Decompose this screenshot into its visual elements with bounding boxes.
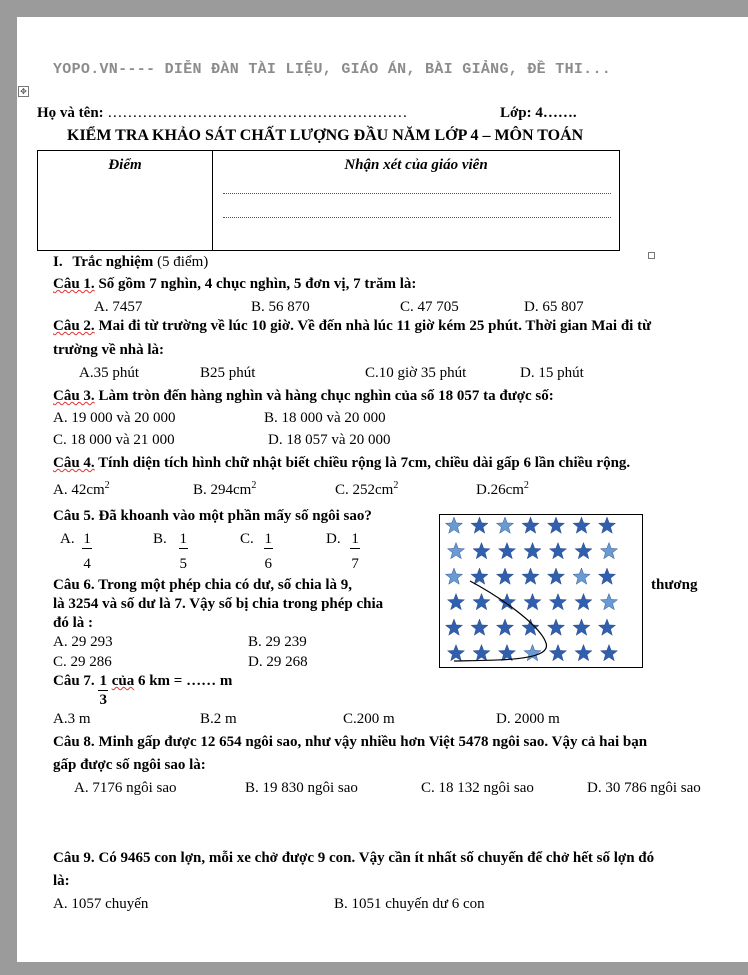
star-11: [524, 543, 541, 559]
q4-option-c[interactable]: [335, 481, 398, 499]
q4-d-exp: 2: [523, 480, 529, 491]
site-header: YOPO.VN---- DIỄN ĐÀN TÀI LIỆU, GIÁO ÁN, BÀI GIẢNG, ĐỀ THI...: [53, 61, 612, 78]
star-25: [524, 594, 541, 610]
q1-option-b[interactable]: B. 56 870: [251, 299, 310, 315]
star-9: [473, 543, 490, 559]
q6-option-a[interactable]: A. 29 293: [53, 634, 113, 650]
q5-a-den: 4: [83, 556, 91, 572]
star-16: [471, 568, 488, 584]
q1-label: Câu 1.: [53, 276, 95, 292]
comment-line-2: [223, 217, 611, 218]
q5-b-den: 5: [179, 556, 188, 572]
q7-label: Câu 7.: [53, 673, 95, 689]
q5-option-c[interactable]: [240, 530, 273, 573]
star-14: [600, 543, 617, 559]
q7-fraction: [98, 672, 108, 709]
q8-label: Câu 8.: [53, 734, 95, 750]
star-41: [575, 645, 592, 661]
star-1: [445, 517, 462, 533]
q9-text-2: là:: [53, 873, 70, 889]
q5-c-letter: C.: [240, 531, 254, 547]
q2-text-2: trường về nhà là:: [53, 342, 165, 358]
q1-text: Số gồm 7 nghìn, 4 chục nghìn, 5 đơn vị, 7 trăm là:: [98, 276, 417, 292]
comment-header: Nhận xét của giáo viên: [344, 157, 488, 173]
q3-label: Câu 3.: [53, 388, 95, 404]
resize-handle-icon[interactable]: [648, 252, 655, 259]
q7-text-end: 6 km = …… m: [137, 673, 233, 689]
q6-text-3: đó là :: [53, 615, 94, 631]
star-29: [445, 619, 462, 635]
q6-option-d[interactable]: D. 29 268: [248, 654, 308, 670]
q5-label: Câu 5.: [53, 508, 95, 524]
student-name-line[interactable]: [37, 104, 407, 122]
question-7: [53, 672, 232, 709]
q5-a-num: 1: [83, 531, 91, 547]
star-6: [573, 517, 590, 533]
q3-option-a[interactable]: A. 19 000 và 20 000: [53, 410, 176, 426]
q6-text: Trong một phép chia có dư, số chia là 9,: [98, 577, 353, 593]
star-21: [598, 568, 615, 584]
q7-option-d[interactable]: D. 2000 m: [496, 711, 560, 727]
star-12: [549, 543, 566, 559]
q4-label: Câu 4.: [53, 455, 95, 471]
q5-b-num: 1: [179, 531, 188, 547]
q3-option-c[interactable]: C. 18 000 và 21 000: [53, 432, 175, 448]
q8-option-d[interactable]: D. 30 786 ngôi sao: [587, 780, 701, 796]
star-5: [547, 517, 564, 533]
q2-option-d[interactable]: D. 15 phút: [520, 365, 584, 381]
star-30: [471, 619, 488, 635]
star-31: [496, 619, 513, 635]
star-23: [473, 594, 490, 610]
section-heading: [53, 253, 208, 271]
score-table: [37, 150, 620, 251]
question-5: [53, 507, 372, 525]
q8-option-a[interactable]: A. 7176 ngôi sao: [74, 780, 177, 796]
star-28: [600, 594, 617, 610]
q5-c-num: 1: [264, 531, 273, 547]
question-6: [53, 576, 352, 594]
stars-figure: [439, 514, 643, 668]
star-15: [445, 568, 462, 584]
q2-option-b[interactable]: B25 phút: [200, 365, 256, 381]
q7-option-a[interactable]: A.3 m: [53, 711, 91, 727]
question-2: [53, 317, 651, 335]
star-39: [524, 645, 541, 661]
name-dots: ……………………………………………………: [107, 105, 408, 121]
q8-option-c[interactable]: C. 18 132 ngôi sao: [421, 780, 534, 796]
star-33: [547, 619, 564, 635]
question-1: [53, 275, 416, 293]
q3-text: Làm tròn đến hàng nghìn và hàng chục nghìn của số 18 057 ta được số:: [98, 388, 554, 404]
q5-a-fraction: [82, 530, 92, 573]
star-13: [575, 543, 592, 559]
star-17: [496, 568, 513, 584]
q5-b-letter: B.: [153, 531, 167, 547]
q8-option-b[interactable]: B. 19 830 ngôi sao: [245, 780, 358, 796]
star-10: [498, 543, 515, 559]
q7-option-c[interactable]: C.200 m: [343, 711, 395, 727]
document-page: [17, 17, 748, 962]
q1-option-d[interactable]: D. 65 807: [524, 299, 584, 315]
q5-c-fraction: [264, 530, 274, 573]
table-move-handle-icon[interactable]: ✥: [18, 86, 29, 97]
q6-option-b[interactable]: B. 29 239: [248, 634, 307, 650]
class-label[interactable]: Lớp: 4…….: [500, 105, 577, 121]
q4-b-exp: 2: [251, 480, 257, 491]
q2-option-a[interactable]: A.35 phút: [79, 365, 139, 381]
star-3: [496, 517, 513, 533]
star-7: [598, 517, 615, 533]
question-4: [53, 454, 630, 472]
section-number: I.: [53, 254, 63, 270]
q7-option-b[interactable]: B.2 m: [200, 711, 237, 727]
q5-option-a[interactable]: [60, 530, 92, 573]
q7-den: 3: [99, 692, 107, 708]
q8-text: Minh gấp được 12 654 ngôi sao, như vậy nhiều hơn Việt 5478 ngôi sao. Vậy cả hai bạn: [98, 734, 648, 750]
question-9: [53, 849, 654, 867]
question-3: [53, 387, 554, 405]
q4-c-exp: 2: [393, 480, 399, 491]
score-cell[interactable]: [38, 151, 213, 251]
q2-text: Mai đi từ trường về lúc 10 giờ. Về đến nhà lúc 11 giờ kém 25 phút. Thời gian Mai đi từ: [98, 318, 652, 334]
q5-option-d[interactable]: [326, 530, 360, 573]
q4-option-a[interactable]: [53, 481, 110, 499]
comment-line-1: [223, 193, 611, 194]
star-40: [549, 645, 566, 661]
star-8: [447, 543, 464, 559]
q4-option-d[interactable]: [476, 481, 529, 499]
q5-d-fraction: [350, 530, 360, 573]
section-points: (5 điểm): [157, 254, 209, 270]
star-34: [573, 619, 590, 635]
section-name: Trắc nghiệm: [72, 254, 154, 270]
q5-option-b[interactable]: [153, 530, 188, 573]
q5-a-letter: A.: [60, 531, 75, 547]
q7-num: 1: [99, 673, 107, 689]
star-42: [600, 645, 617, 661]
q3-option-d[interactable]: D. 18 057 và 20 000: [268, 432, 391, 448]
q6-text-2: là 3254 và số dư là 7. Vậy số bị chia trong phép chia: [53, 596, 384, 612]
star-26: [549, 594, 566, 610]
q2-label: Câu 2.: [53, 318, 95, 334]
q4-a-exp: 2: [104, 480, 110, 491]
q6-label: Câu 6.: [53, 577, 95, 593]
star-4: [522, 517, 539, 533]
q5-c-den: 6: [264, 556, 273, 572]
star-grid: [445, 517, 617, 661]
q9-text: Có 9465 con lợn, mỗi xe chở được 9 con. Vậy cần ít nhất số chuyến để chở hết số lợn đó: [98, 850, 655, 866]
star-18: [522, 568, 539, 584]
q5-d-den: 7: [351, 556, 359, 572]
q5-text: Đã khoanh vào một phần mấy số ngôi sao?: [98, 508, 372, 524]
q4-option-b[interactable]: [193, 481, 256, 499]
q2-option-c[interactable]: C.10 giờ 35 phút: [365, 365, 467, 381]
star-35: [598, 619, 615, 635]
q4-b-text: B. 294cm: [193, 482, 252, 498]
q6-text-right: thương: [651, 577, 698, 593]
q9-label: Câu 9.: [53, 850, 95, 866]
q1-option-c[interactable]: C. 47 705: [400, 299, 459, 315]
name-label: Họ và tên:: [37, 105, 104, 121]
q1-option-a[interactable]: A. 7457: [94, 299, 143, 315]
star-20: [573, 568, 590, 584]
star-38: [498, 645, 515, 661]
q5-d-letter: D.: [326, 531, 341, 547]
q8-text-2: gấp được số ngôi sao là:: [53, 757, 206, 773]
q4-text: Tính diện tích hình chữ nhật biết chiều rộng là 7cm, chiều dài gấp 6 lần chiều rộng.: [98, 455, 631, 471]
q4-a-text: A. 42cm: [53, 482, 105, 498]
q6-option-c[interactable]: C. 29 286: [53, 654, 112, 670]
star-22: [447, 594, 464, 610]
star-2: [471, 517, 488, 533]
q5-b-fraction: [179, 530, 189, 573]
star-32: [522, 619, 539, 635]
star-27: [575, 594, 592, 610]
star-37: [473, 645, 490, 661]
q4-d-text: D.26cm: [476, 482, 524, 498]
star-36: [447, 645, 464, 661]
q9-option-b[interactable]: B. 1051 chuyến dư 6 con: [334, 896, 485, 912]
q4-c-text: C. 252cm: [335, 482, 394, 498]
comment-cell[interactable]: [213, 151, 620, 251]
page-title: KIỂM TRA KHẢO SÁT CHẤT LƯỢNG ĐẦU NĂM LỚP 4 – MÔN TOÁN: [67, 127, 584, 144]
star-24: [498, 594, 515, 610]
q3-option-b[interactable]: B. 18 000 và 20 000: [264, 410, 386, 426]
star-19: [547, 568, 564, 584]
q9-option-a[interactable]: A. 1057 chuyến: [53, 896, 149, 912]
question-8: [53, 733, 647, 751]
q5-d-num: 1: [351, 531, 359, 547]
score-header: Điểm: [108, 157, 142, 173]
q7-text-mid: của: [111, 673, 135, 689]
